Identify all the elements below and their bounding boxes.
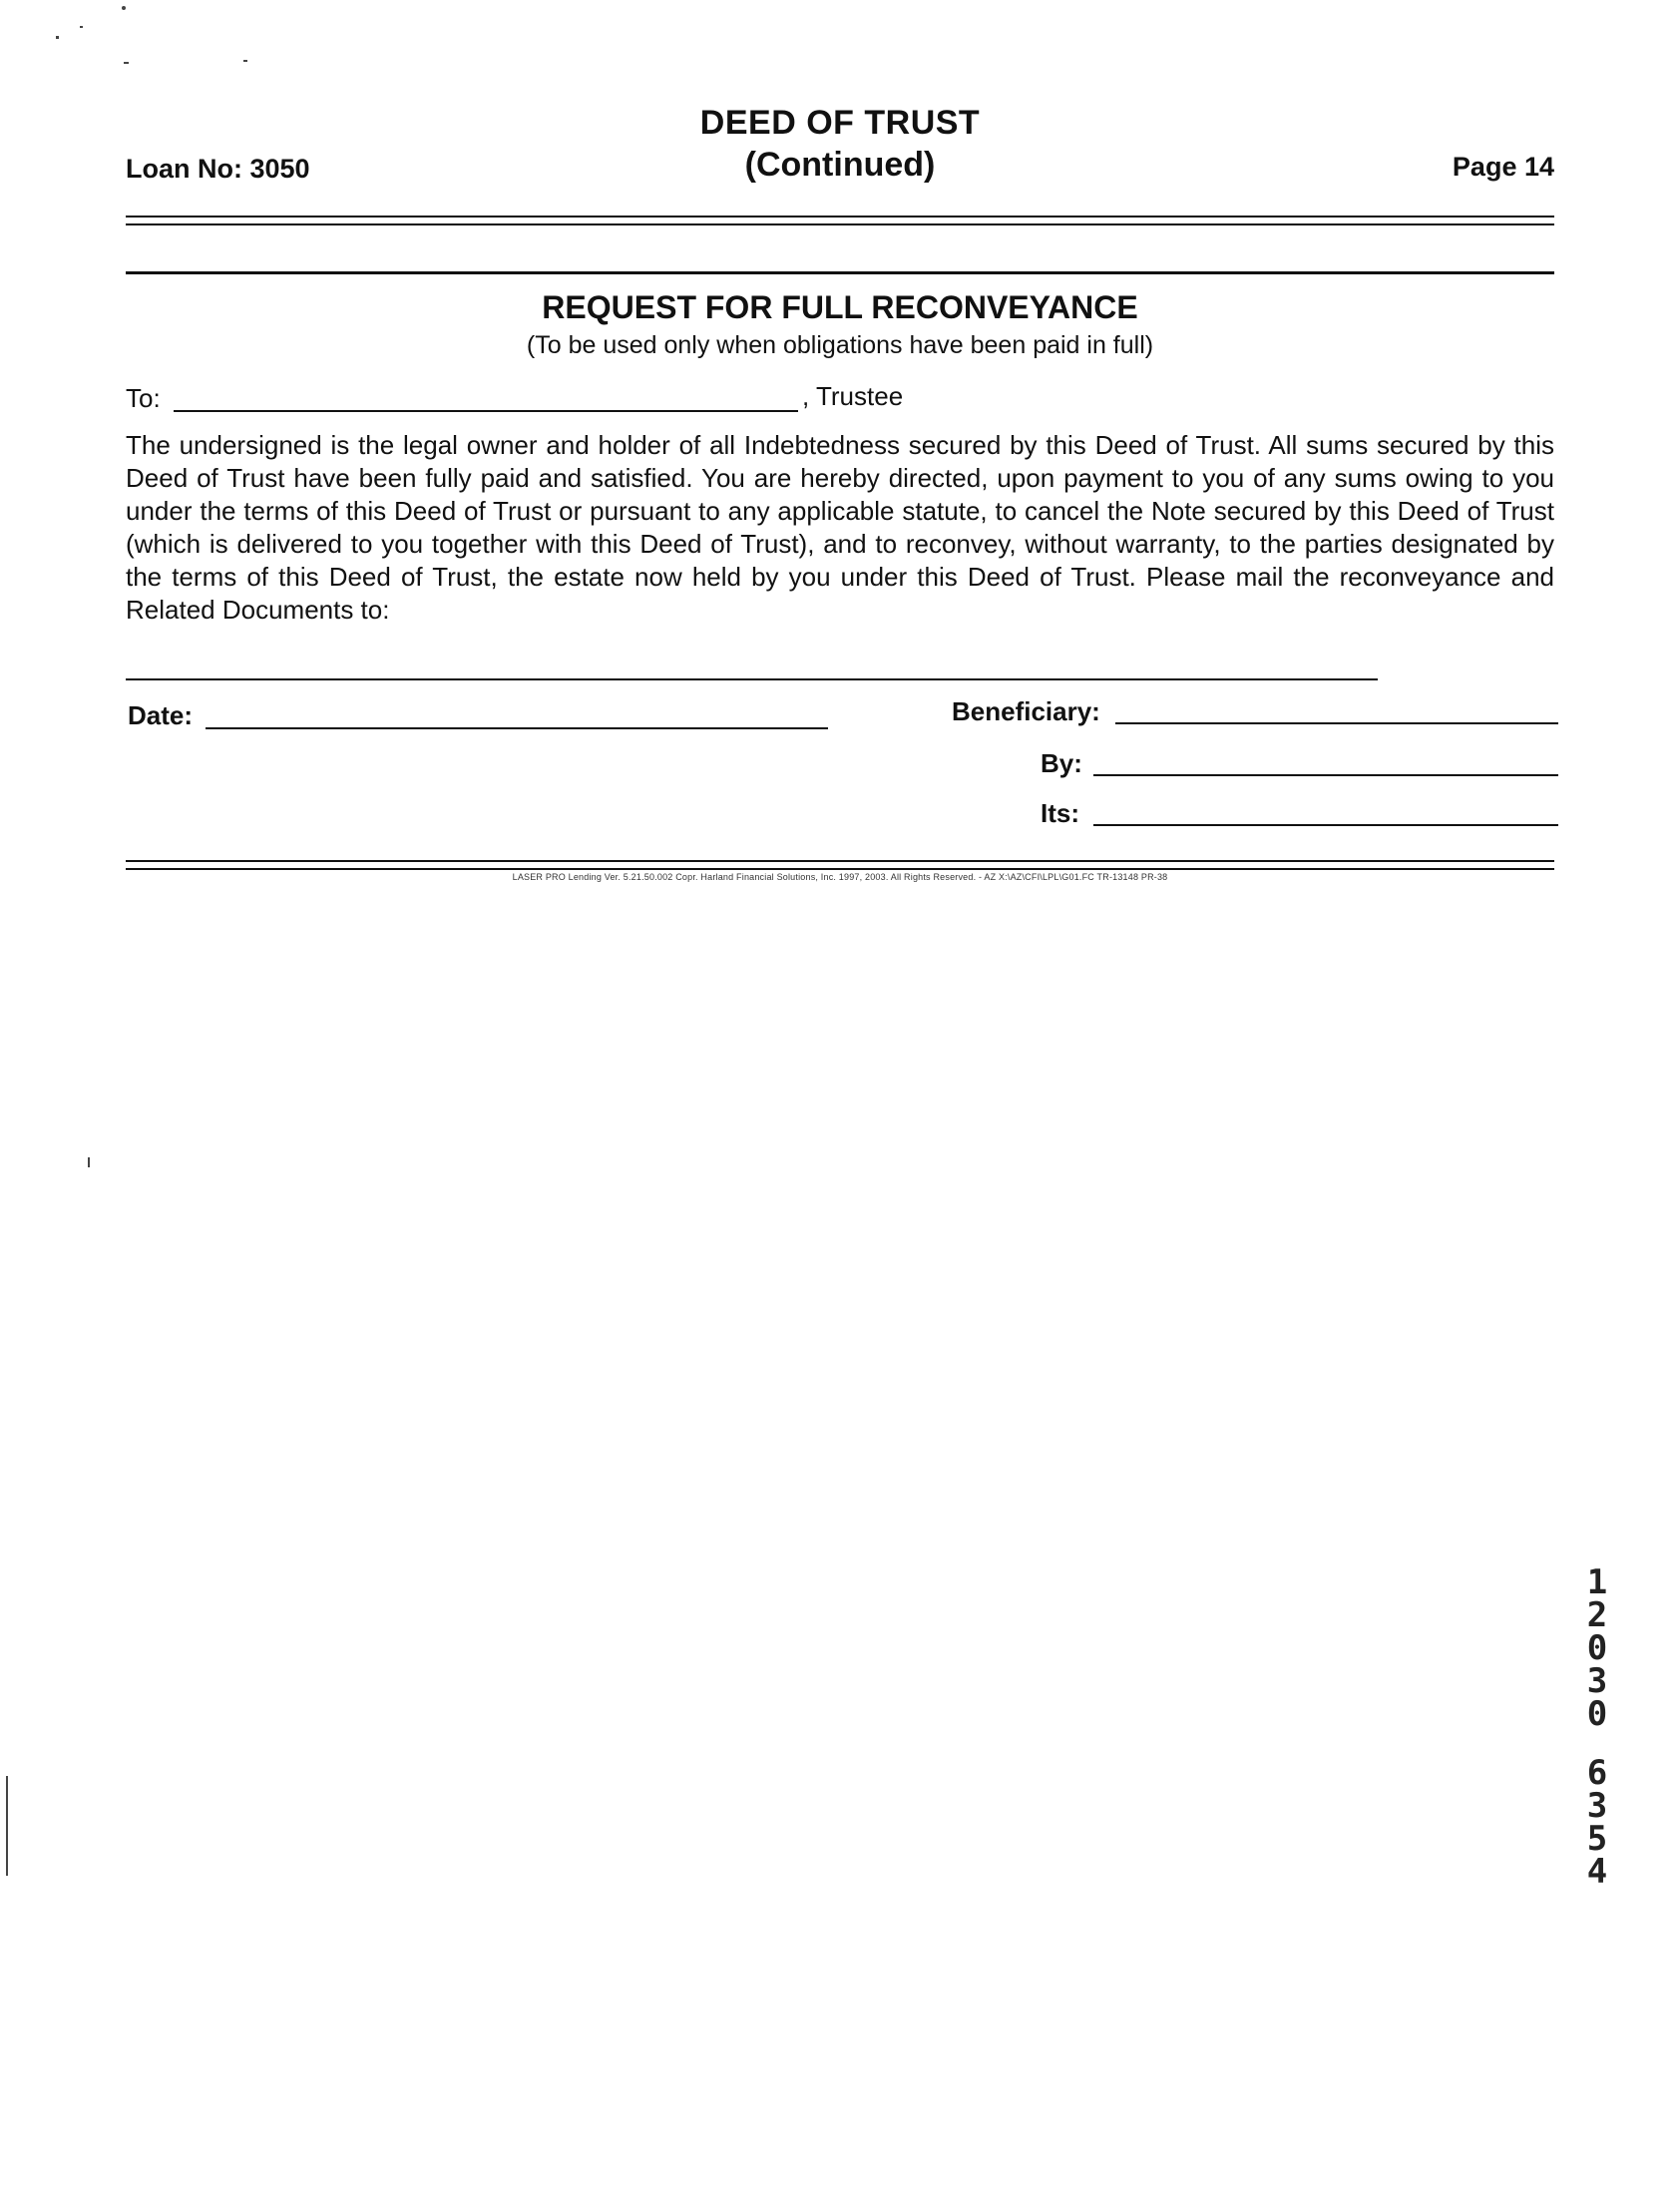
request-body-text: The undersigned is the legal owner and holder of all Indebtedness secured by this Deed of Trust. All sums secured by this Deed of Trust have been fully paid and satisfied. You are hereby directed, upon payment to you of any sums owing to you under the terms of this Deed of Trust or pursuant to any applicable statute, to cancel the Note secured by this Deed of Trust (which is delivered to you together with this Deed of Trust), and to reconvey, without warranty, to the parties designated by the terms of this Deed of Trust, the estate now held by you under this Deed of Trust. Please mail the reconveyance and Related Documents to: xyxy=(126,430,1554,625)
stamp-digit: 4 xyxy=(1586,1852,1608,1892)
document-title: DEED OF TRUST xyxy=(699,104,981,142)
margin-mark xyxy=(6,1776,8,1876)
to-label: To: xyxy=(126,383,161,413)
its-field[interactable] xyxy=(1093,824,1558,826)
stamp-digit: 0 xyxy=(1586,1628,1608,1668)
trustee-label: , Trustee xyxy=(802,381,904,411)
stamp-digit: 2 xyxy=(1586,1595,1608,1635)
by-field[interactable] xyxy=(1093,774,1558,776)
its-label: Its: xyxy=(1041,798,1079,828)
document-subtitle: (Continued) xyxy=(744,146,936,184)
by-label: By: xyxy=(1041,748,1082,778)
loan-number: Loan No: 3050 xyxy=(126,154,310,184)
footer-software-notice: LASER PRO Lending Ver. 5.21.50.002 Copr. Harland Financial Solutions, Inc. 1997, 2003. All Rights Reserved. - AZ X:\AZ\CFI\LPL\G01.FC TR-13148 PR-38 xyxy=(512,872,1168,882)
scan-speck xyxy=(124,62,129,64)
stamp-digit: 0 xyxy=(1586,1694,1608,1734)
section-rule xyxy=(126,271,1554,274)
scan-speck xyxy=(56,36,59,39)
stamp-digit: 1 xyxy=(1586,1562,1608,1602)
request-title: REQUEST FOR FULL RECONVEYANCE xyxy=(542,289,1138,325)
stamp-digit: 3 xyxy=(1586,1786,1608,1826)
scan-speck xyxy=(122,6,126,10)
page-number: Page 14 xyxy=(1452,152,1554,182)
trustee-name-field[interactable] xyxy=(174,410,798,412)
date-label: Date: xyxy=(128,700,194,730)
recording-number-stamp xyxy=(1577,1562,1617,1892)
scan-speck xyxy=(80,26,83,28)
request-subtitle: (To be used only when obligations have been paid in full) xyxy=(526,331,1154,359)
header-rule-bottom xyxy=(126,223,1554,225)
header-rule-top xyxy=(126,216,1554,218)
date-field[interactable] xyxy=(206,727,828,729)
stamp-digit: 5 xyxy=(1586,1819,1608,1859)
footer-rule-top xyxy=(126,860,1554,862)
beneficiary-field[interactable] xyxy=(1115,722,1558,724)
beneficiary-label: Beneficiary: xyxy=(952,696,1100,726)
footer-rule-bottom xyxy=(126,868,1554,870)
mailing-address-field[interactable] xyxy=(126,678,1378,680)
stamp-digit: 6 xyxy=(1586,1753,1608,1793)
scan-speck xyxy=(88,1157,90,1167)
stamp-digit: 3 xyxy=(1586,1661,1608,1701)
scan-speck xyxy=(243,60,247,62)
